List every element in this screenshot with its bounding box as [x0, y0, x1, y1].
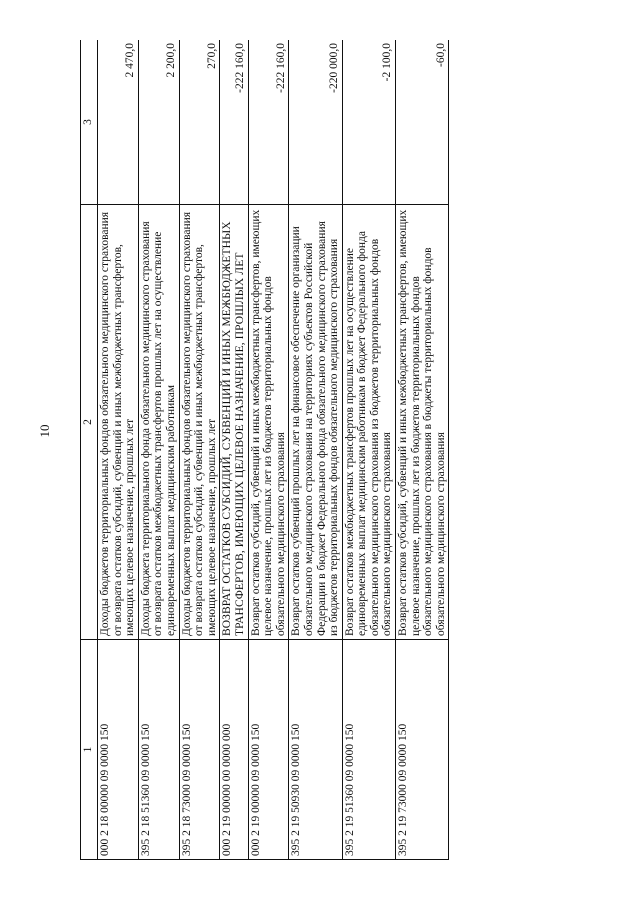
table-row	[396, 40, 449, 860]
row-code: 395 2 18 73000 09 0000 150	[179, 640, 220, 860]
header-col-1: 1	[81, 640, 98, 860]
rotated-sheet	[80, 40, 600, 860]
row-code: 000 2 19 00000 00 0000 000	[220, 640, 248, 860]
row-amount: -60,0	[396, 40, 449, 205]
table-row	[179, 40, 220, 860]
row-amount: -222 160,0	[220, 40, 248, 205]
row-name: Возврат остатков субсидий, субвенций и иных межбюджетных трансфертов, имеющих целевое назначение, прошлых лет из бюджетов территориальных фондов обязательного медицинского страхования в бюджеты территориальных фондов обязательного медицинского страхования	[396, 205, 449, 640]
row-code: 395 2 19 50930 09 0000 150	[289, 640, 342, 860]
row-code: 395 2 19 73000 09 0000 150	[396, 640, 449, 860]
table-row	[248, 40, 289, 860]
row-code: 395 2 19 51360 09 0000 150	[342, 640, 395, 860]
header-col-3: 3	[81, 40, 98, 205]
table-header-row	[81, 40, 98, 860]
row-amount: 270,0	[179, 40, 220, 205]
row-name: Доходы бюджетов территориальных фондов обязательного медицинского страхования от возврата остатков субсидий, субвенций и иных межбюджетных трансфертов, имеющих целевое назначение, прошлых лет	[179, 205, 220, 640]
revenue-table	[80, 40, 449, 860]
row-amount: 2 470,0	[98, 40, 139, 205]
page-number: 10	[37, 424, 52, 438]
table-row	[342, 40, 395, 860]
row-name: Доходы бюджета территориального фонда обязательного медицинского страхования от возврата остатков межбюджетных трансфертов прошлых лет на осуществление единовременных выплат медицинским работникам	[138, 205, 179, 640]
row-amount: -2 100,0	[342, 40, 395, 205]
row-name: Доходы бюджетов территориальных фондов обязательного медицинского страхования от возврата остатков субсидий, субвенций и иных межбюджетных трансфертов, имеющих целевое назначение, прошлых лет	[98, 205, 139, 640]
row-name: Возврат остатков субвенций прошлых лет на финансовое обеспечение организации обязательного медицинского страхования на территориях субъектов Российской Федерации в бюджет Федерального фонда обязательного медицинского страхования из бюджетов территориальных фондов обязательного медицинского страхования	[289, 205, 342, 640]
row-code: 000 2 18 00000 09 0000 150	[98, 640, 139, 860]
row-amount: -220 000,0	[289, 40, 342, 205]
header-col-2: 2	[81, 205, 98, 640]
table-row	[220, 40, 248, 860]
row-code: 395 2 18 51360 09 0000 150	[138, 640, 179, 860]
row-name: ВОЗВРАТ ОСТАТКОВ СУБСИДИЙ, СУБВЕНЦИЙ И ИНЫХ МЕЖБЮДЖЕТНЫХ ТРАНСФЕРТОВ, ИМЕЮЩИХ ЦЕЛЕВОЕ НАЗНАЧЕНИЕ, ПРОШЛЫХ ЛЕТ	[220, 205, 248, 640]
row-amount: -222 160,0	[248, 40, 289, 205]
table-row	[98, 40, 139, 860]
row-name: Возврат остатков субсидий, субвенций и иных межбюджетных трансфертов, имеющих целевое назначение, прошлых лет из бюджетов территориальных фондов обязательного медицинского страхования	[248, 205, 289, 640]
rotated-content	[80, 40, 600, 860]
row-code: 000 2 19 00000 09 0000 150	[248, 640, 289, 860]
table-row	[289, 40, 342, 860]
row-name: Возврат остатков межбюджетных трансфертов прошлых лет на осуществление единовременных выплат медицинским работникам в бюджет Федерального фонда обязательного медицинского страхования из бюджетов территориальных фондов обязательного медицинского страхования	[342, 205, 395, 640]
row-amount: 2 200,0	[138, 40, 179, 205]
table-row	[138, 40, 179, 860]
